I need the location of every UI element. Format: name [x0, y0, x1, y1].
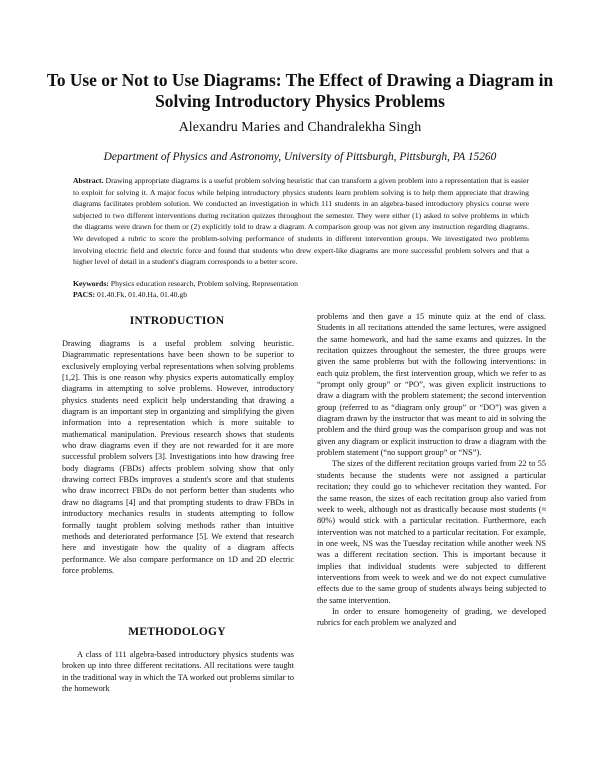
paper-title: To Use or Not to Use Diagrams: The Effect of Drawing a Diagram in Solving Introductory Physics Problems [46, 70, 554, 111]
abstract-text: Drawing appropriate diagrams is a useful problem solving heuristic that can transform a given problem into a representation that is easier to exploit for solving it. A major focus while helping introductory physics students learn problem solving is to help them appreciate that drawing diagrams facilitates problem solution. We conducted an investigation in which 111 students in an algebra-based introductory physics course were subjected to two different interventions during recitation quizzes throughout the semester. They were either (1) asked to solve problems in which the diagrams were drawn for them or (2) explicitly told to draw a diagram. A comparison group was not given any instruction regarding diagrams. We developed a rubric to score the problem-solving performance of students in different intervention groups. We investigated two problems involving electric field and electric force and found that students who drew expert-like diagrams are more successful problem solvers and that a higher level of detail in a student's diagram corresponds to a better score. [73, 176, 529, 267]
methodology-paragraph-1: A class of 111 algebra-based introductory physics students was broken up into three different recitations. All recitations were taught in the traditional way in which the TA worked out problems similar to the homework [62, 650, 294, 694]
methodology-paragraph-2: The sizes of the different recitation groups varied from 22 to 55 students because the students were not assigned a particular recitation; they could go to whichever recitation they wanted. For the same reason, the sizes of each recitation group also varied from week to week, although not as drastically because most students (≈ 80%) would stick with a particular recitation. Furthermore, each intervention was not matched to a particular recitation. For example, in one week, NS was the Tuesday recitation while another week NS was a different recitation section. This is important because it implies that individual students were subjected to different interventions from week to week and we do not expect cumulative effects due to the same group of students always being subjected to the same intervention. [317, 459, 546, 605]
introduction-paragraph: Drawing diagrams is a useful problem solving heuristic. Diagrammatic representations have been shown to be superior to exclusively employing verbal representations when solving problems [1,2]. This is one reason why physics experts automatically employ diagrams in attempting to solve problems. However, introductory physics students need explicit help understanding that drawing a diagram is an important step in organizing and simplifying the given information into a representation which is more suitable to mathematical manipulation. Previous research shows that students who draw diagrams even if they are not rewarded for it are more successful problem solvers [3]. Investigations into how drawing free body diagrams (FBDs) affects problem solving show that only drawing correct FBDs improves a student's score and that students who draw incorrect FBDs do not perform better than students who draw no diagrams [4] and that prompting students to draw FBDs in introductory mechanics results in students attempting to follow formally taught problem solving methods rather than intuitive methods and deteriorated performance [5]. We extend that research here and investigate how the quality of a diagram affects performance. We also compare performance on 1D and 2D electric force problems. [62, 339, 294, 575]
abstract-label: Abstract. [73, 176, 104, 185]
keywords-label: Keywords: [73, 279, 109, 288]
methodology-body-right [317, 311, 546, 629]
affiliation: Department of Physics and Astronomy, University of Pittsburgh, Pittsburgh, PA 15260 [103, 151, 497, 163]
keywords [73, 278, 529, 289]
pacs [73, 289, 529, 300]
keywords-text: Physics education research, Problem solving, Representation [110, 279, 299, 288]
authors: Alexandru Maries and Chandralekha Singh [178, 120, 422, 135]
methodology-paragraph-3: In order to ensure homogeneity of grading, we developed rubrics for each problem we analyzed and [317, 606, 546, 628]
methodology-heading: METHODOLOGY [128, 626, 226, 638]
abstract [73, 175, 529, 268]
pacs-label: PACS: [73, 290, 96, 299]
introduction-heading: INTRODUCTION [129, 315, 225, 327]
introduction-body [62, 338, 294, 576]
methodology-body-left [62, 649, 294, 694]
pacs-text: 01.40.Fk, 01.40.Ha, 01.40.gb [97, 290, 188, 299]
methodology-paragraph-1-continued: problems and then gave a 15 minute quiz at the end of class. Students in all recitations attended the same lectures, were assigned the same homework, and had the same exams and quizzes. In the recitation quizzes throughout the semester, the three groups were given the same problems but with the following interventions: in each quiz problem, the first intervention group, which we refer to as “prompt only group” or “PO”, was given explicit instructions to draw a diagram with the problem statement; the second intervention group (referred to as “diagram only group” or “DO”) was given a diagram drawn by the instructor that was meant to aid in solving the problem and the third group was the comparison group and was not given any diagram or explicit instruction to draw a diagram with the problem statement (“no support group” or “NS”). [317, 312, 546, 458]
